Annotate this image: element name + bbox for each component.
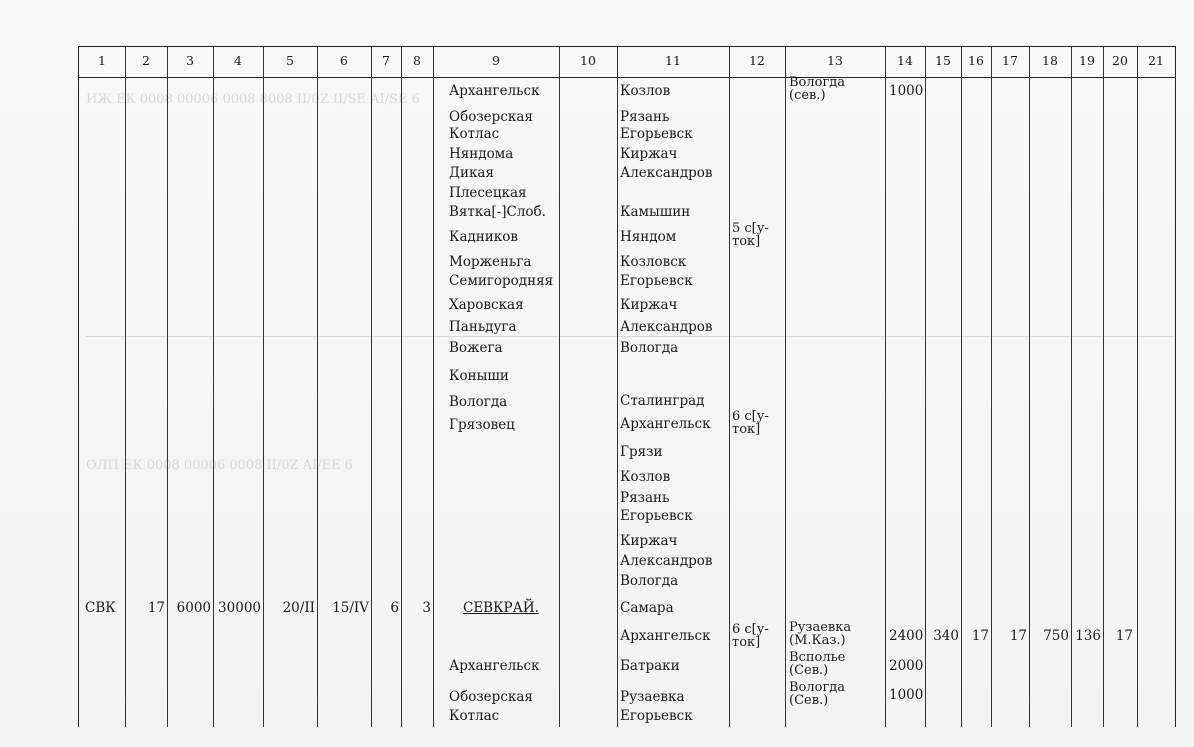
svk-col-8: 3	[422, 600, 431, 616]
header-col-2: 2	[142, 53, 150, 68]
svk-col-5: 20/II	[282, 600, 315, 616]
destination-cell: Камышин	[620, 204, 691, 220]
station-cell: Вожега	[449, 340, 503, 356]
distance-cell: 1000	[889, 687, 924, 703]
header-col-16: 16	[968, 53, 984, 68]
station-cell: Харовская	[449, 297, 524, 313]
header-col-19: 19	[1079, 53, 1095, 68]
station-cell: Архангельск	[449, 658, 540, 674]
route-cell: Вологда	[789, 75, 846, 90]
station-cell: Плесецкая	[449, 185, 527, 201]
bleed-through-text: ОЛП ЕК 0008 00006 0008 II/0Z AI/ЕЕ 6	[86, 458, 353, 473]
destination-cell: Егорьевск	[620, 708, 693, 724]
header-col-20: 20	[1112, 53, 1128, 68]
header-col-13: 13	[827, 53, 843, 68]
svk-col-3: 6000	[176, 600, 211, 616]
header-col-9: 9	[492, 53, 500, 68]
svk-col-7: 6	[390, 600, 399, 616]
destination-cell: Грязи	[620, 444, 663, 460]
destination-cell: Александров	[620, 319, 713, 335]
destination-cell: Александров	[620, 553, 713, 569]
station-cell: Коныши	[449, 368, 509, 384]
station-cell: Котлас	[449, 126, 500, 142]
days-cell: 6 с[у-	[732, 409, 769, 424]
route-cell: (Сев.)	[789, 663, 829, 678]
svk-col-6: 15/IV	[332, 600, 369, 616]
destination-cell: Егорьевск	[620, 508, 693, 524]
station-cell: Кадников	[449, 229, 518, 245]
station-cell: Вятка[-]Слоб.	[449, 204, 546, 220]
destination-cell: Няндом	[620, 229, 677, 245]
destination-cell: Рязань	[620, 490, 670, 506]
header-col-7: 7	[382, 53, 390, 68]
station-cell: Архангельск	[449, 83, 540, 99]
route-cell: Рузаевка	[789, 620, 852, 635]
svk-col-4: 30000	[218, 600, 261, 616]
header-col-14: 14	[897, 53, 913, 68]
route-cell: (сев.)	[789, 88, 826, 103]
destination-cell: Егорьевск	[620, 273, 693, 289]
header-col-21: 21	[1148, 53, 1164, 68]
station-cell: Вологда	[449, 394, 508, 410]
svk-col-18: 750	[1043, 628, 1069, 644]
destination-cell: Батраки	[620, 658, 680, 674]
header-col-10: 10	[580, 53, 596, 68]
days-cell: ток]	[732, 422, 761, 437]
distance-cell: 2400	[889, 628, 924, 644]
destination-cell: Егорьевск	[620, 126, 693, 142]
station-cell: Семигородняя	[449, 273, 554, 289]
route-cell: Всполье	[789, 650, 846, 665]
svk-col-2: 17	[147, 600, 165, 616]
station-cell: Обозерская	[449, 109, 533, 125]
destination-cell: Козлов	[620, 469, 671, 485]
destination-cell: Самара	[620, 600, 674, 616]
svk-col-16: 17	[971, 628, 989, 644]
data-table	[78, 46, 1176, 727]
days-cell: 6 с[у-	[732, 622, 769, 637]
header-col-18: 18	[1042, 53, 1058, 68]
station-cell: Дикая	[449, 165, 494, 181]
destination-cell: Вологда	[620, 573, 679, 589]
station-cell: Паньдуга	[449, 319, 517, 335]
header-col-15: 15	[935, 53, 951, 68]
destination-cell: Архангельск	[620, 628, 711, 644]
station-cell: Няндома	[449, 146, 514, 162]
destination-cell: Киржач	[620, 297, 678, 313]
svk-col-20: 17	[1115, 628, 1133, 644]
destination-cell: Киржач	[620, 533, 678, 549]
destination-cell: Архангельск	[620, 416, 711, 432]
bleed-through-text: ИЖ ЕК 0008 00006 0008 8008 II/0Z II/SE AI/SE 6	[86, 92, 420, 107]
header-col-1: 1	[98, 53, 106, 68]
svk-col-15: 340	[933, 628, 959, 644]
svk-col-19: 136	[1075, 628, 1101, 644]
station-cell: Котлас	[449, 708, 500, 724]
route-cell: (Сев.)	[789, 693, 829, 708]
header-col-3: 3	[186, 53, 194, 68]
destination-cell: Киржач	[620, 146, 678, 162]
header-col-4: 4	[234, 53, 242, 68]
distance-cell: 2000	[889, 658, 924, 674]
destination-cell: Козловск	[620, 254, 687, 270]
days-cell: 5 с[у-	[732, 221, 769, 236]
station-cell: Грязовец	[449, 417, 515, 433]
header-col-6: 6	[340, 53, 348, 68]
distance-cell: 1000	[889, 83, 924, 99]
destination-cell: Александров	[620, 165, 713, 181]
header-col-5: 5	[286, 53, 294, 68]
header-col-11: 11	[665, 53, 681, 68]
station-cell: Обозерская	[449, 689, 533, 705]
route-cell: Вологда	[789, 680, 846, 695]
days-cell: ток]	[732, 234, 761, 249]
header-col-12: 12	[749, 53, 765, 68]
region-cell: СЕВКРАЙ.	[463, 600, 539, 616]
header-col-8: 8	[413, 53, 421, 68]
header-col-17: 17	[1002, 53, 1018, 68]
route-cell: (М.Каз.)	[789, 633, 846, 648]
station-cell: Морженьга	[449, 254, 532, 270]
destination-cell: Рязань	[620, 109, 670, 125]
destination-cell: Козлов	[620, 83, 671, 99]
destination-cell: Вологда	[620, 340, 679, 356]
svk-code: СВК	[85, 600, 116, 616]
svk-col-17: 17	[1009, 628, 1027, 644]
days-cell: ток]	[732, 635, 761, 650]
destination-cell: Рузаевка	[620, 689, 685, 705]
destination-cell: Сталинград	[620, 393, 705, 409]
